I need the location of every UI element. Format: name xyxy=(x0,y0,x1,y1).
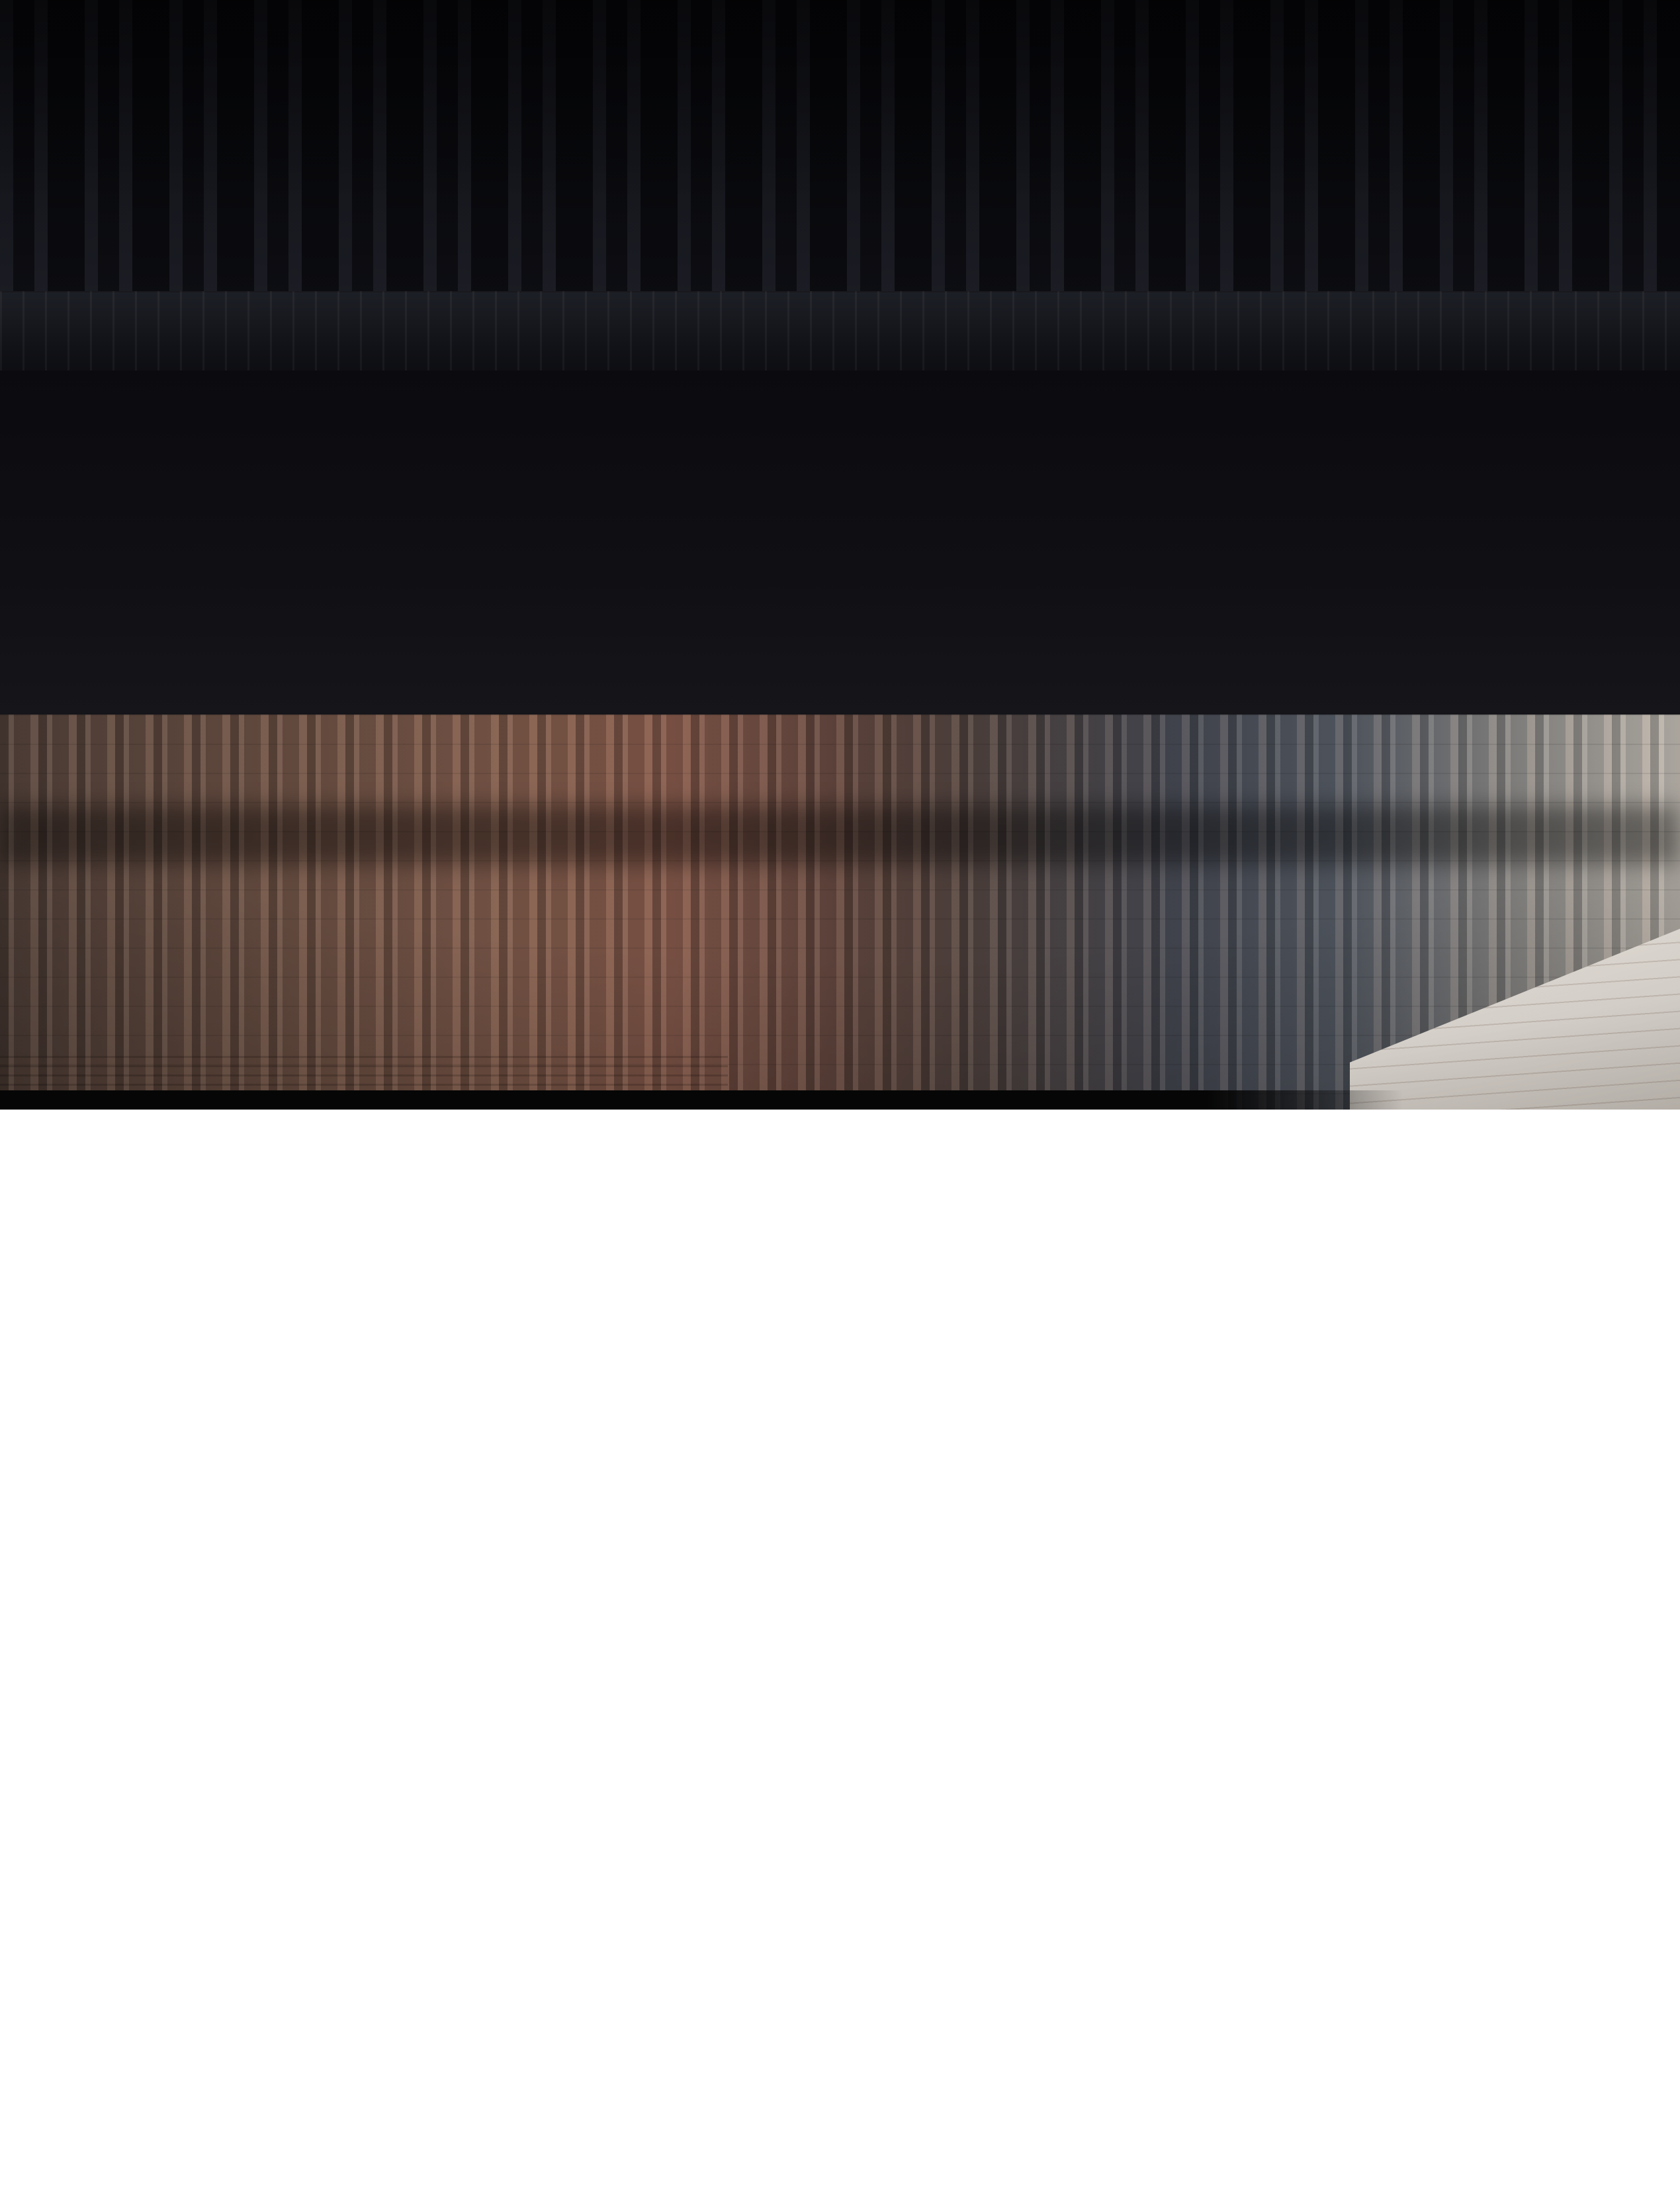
page-footer xyxy=(1423,2067,1441,2095)
